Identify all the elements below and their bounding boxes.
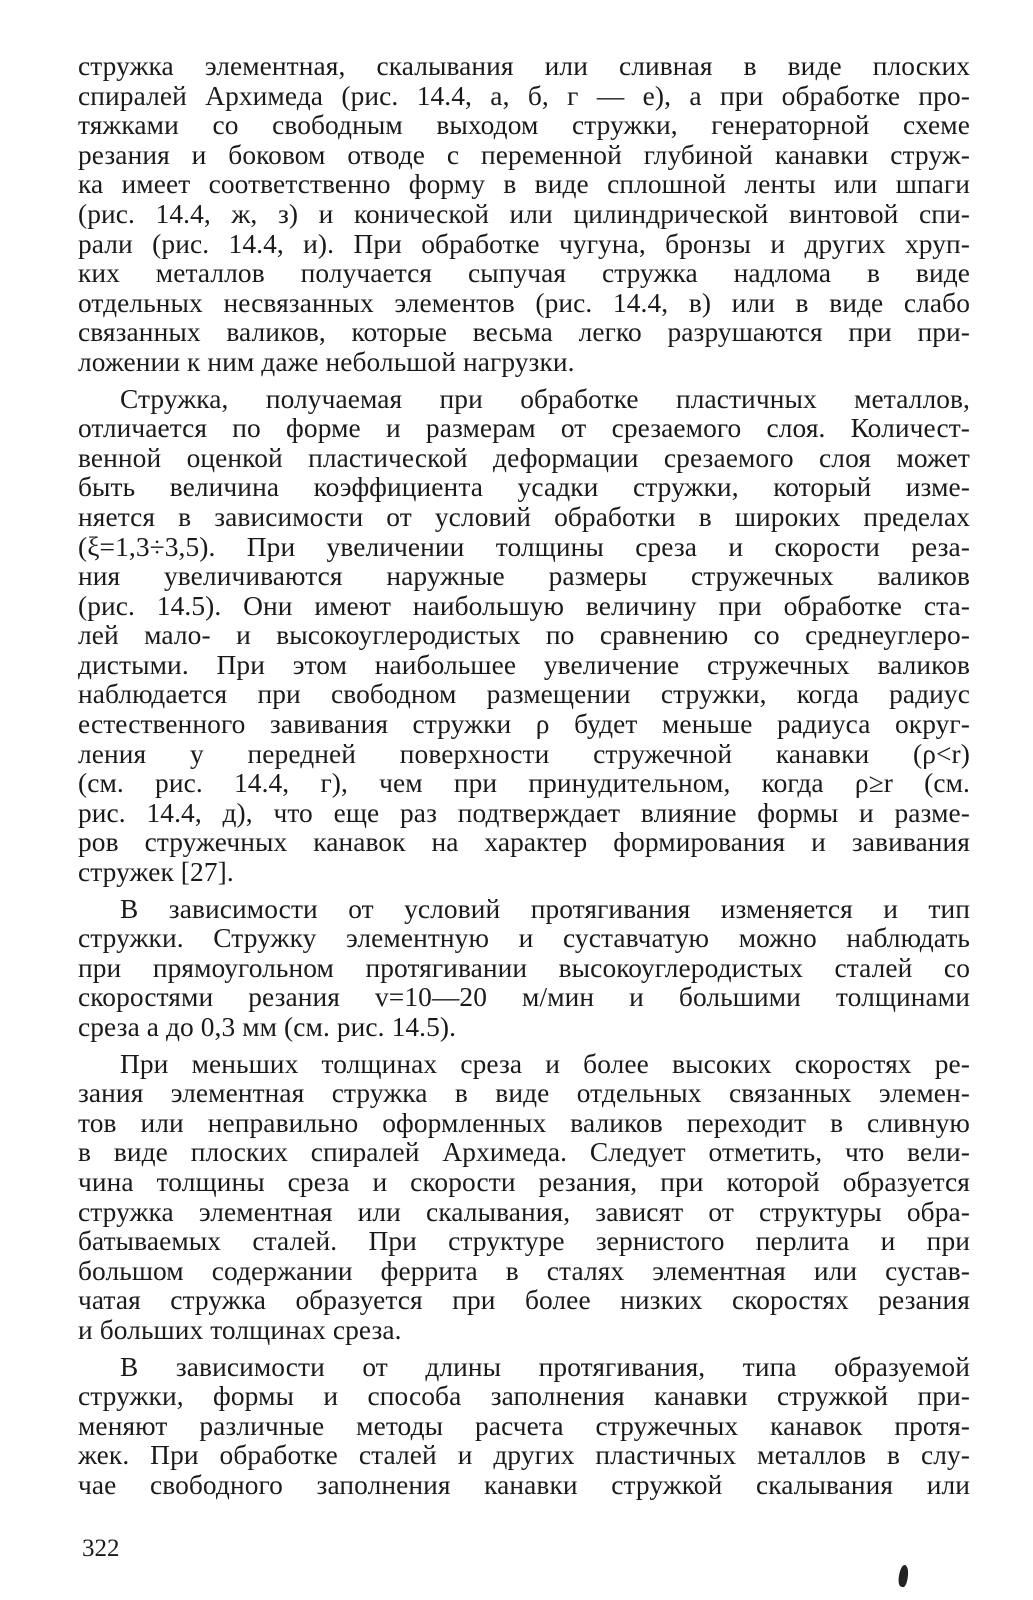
text-line: большом содержании феррита в сталях элементная или сустав- <box>78 1255 970 1286</box>
text-line: чае свободного заполнения канавки стружкой скалывания или <box>78 1469 970 1500</box>
text-line: быть величина коэффициента усадки стружки, который изме- <box>78 472 970 503</box>
text-line: среза а до 0,3 мм (см. рис. 14.5). <box>78 1012 457 1042</box>
text-line: спиралей Архимеда (рис. 14.4, а, б, г — е), а при обработке про- <box>78 80 970 111</box>
text-line: лей мало- и высокоуглеродистых по сравнению со среднеуглеро- <box>78 620 970 651</box>
text-line: резания и боковом отводе с переменной глубиной канавки струж- <box>78 139 970 170</box>
text-line: ния увеличиваются наружные размеры стружечных валиков <box>78 561 970 592</box>
text-line: (см. рис. 14.4, г), чем при принудительном, когда ρ≥r (см. <box>78 768 970 799</box>
page-number: 322 <box>82 1535 120 1562</box>
text-line: В зависимости от условий протягивания изменяется и тип <box>120 893 970 924</box>
ink-mark <box>897 1564 910 1587</box>
text-line: рис. 14.4, д), что еще раз подтверждает влияние формы и разме- <box>78 797 970 828</box>
text-line: тяжками со свободным выходом стружки, генераторной схеме <box>78 110 970 141</box>
text-line: (ξ=1,3÷3,5). При увеличении толщины среза и скорости реза- <box>78 531 970 562</box>
text-line: отдельных несвязанных элементов (рис. 14.4, в) или в виде слабо <box>78 287 970 318</box>
text-line: чина толщины среза и скорости резания, при которой образуется <box>78 1166 970 1197</box>
text-line: няется в зависимости от условий обработки в широких пределах <box>78 501 970 532</box>
text-line: в виде плоских спиралей Архимеда. Следует отметить, что вели- <box>78 1137 970 1168</box>
text-line: (рис. 14.5). Они имеют наибольшую величину при обработке ста- <box>78 590 970 621</box>
text-line: батываемых сталей. При структуре зернистого перлита и при <box>78 1226 970 1257</box>
text-line: стружка элементная или скалывания, зависят от структуры обра- <box>78 1196 970 1227</box>
text-line: стружки, формы и способа заполнения канавки стружкой при- <box>78 1381 970 1412</box>
text-line: дистыми. При этом наибольшее увеличение стружечных валиков <box>78 649 970 680</box>
text-line: ров стружечных канавок на характер формирования и завивания <box>78 827 970 858</box>
text-line: Стружка, получаемая при обработке пластичных металлов, <box>120 383 970 414</box>
text-line: зания элементная стружка в виде отдельных связанных элемен- <box>78 1078 970 1109</box>
text-line: При меньших толщинах среза и более высоких скоростях ре- <box>120 1048 970 1079</box>
text-line: и больших толщинах среза. <box>78 1314 402 1345</box>
text-line: чатая стружка образуется при более низких скоростях резания <box>78 1285 970 1316</box>
text-line: наблюдается при свободном размещении стружки, когда радиус <box>78 679 970 710</box>
text-line: жек. При обработке сталей и других пластичных металлов в слу- <box>78 1440 970 1471</box>
page-body <box>78 52 970 1501</box>
text-line: стружки. Стружку элементную и суставчатую можно наблюдать <box>78 923 970 954</box>
paragraph-4 <box>78 1050 970 1346</box>
text-line: ложении к ним даже небольшой нагрузки. <box>78 346 575 377</box>
text-line: стружек [27]. <box>78 857 234 888</box>
text-line: меняют различные методы расчета стружечных канавок протя- <box>78 1410 970 1441</box>
text-line: тов или неправильно оформленных валиков переходит в сливную <box>78 1107 970 1138</box>
text-line: стружка элементная, скалывания или сливная в виде плоских <box>78 51 970 81</box>
text-line: отличается по форме и размерам от срезаемого слоя. Количест- <box>78 413 970 444</box>
paragraph-1 <box>78 52 970 378</box>
text-line: рали (рис. 14.4, и). При обработке чугуна, бронзы и других хруп- <box>78 228 970 259</box>
text-line: ления у передней поверхности стружечной канавки (ρ<r) <box>78 738 970 769</box>
text-line: (рис. 14.4, ж, з) и конической или цилиндрической винтовой спи- <box>78 198 970 229</box>
text-line: при прямоугольном протягивании высокоуглеродистых сталей со <box>78 952 970 983</box>
paragraph-5 <box>78 1353 970 1501</box>
text-line: скоростями резания v=10—20 м/мин и большими толщинами <box>78 982 970 1013</box>
text-line: В зависимости от длины протягивания, типа образуемой <box>120 1351 970 1382</box>
paragraph-3 <box>78 895 970 1043</box>
text-line: венной оценкой пластической деформации срезаемого слоя может <box>78 442 970 473</box>
paragraph-2 <box>78 385 970 888</box>
text-line: ка имеет соответственно форму в виде сплошной ленты или шпаги <box>78 169 970 200</box>
text-line: естественного завивания стружки ρ будет меньше радиуса округ- <box>78 709 970 740</box>
text-line: связанных валиков, которые весьма легко разрушаются при при- <box>78 317 970 348</box>
text-line: ких металлов получается сыпучая стружка надлома в виде <box>78 258 970 289</box>
